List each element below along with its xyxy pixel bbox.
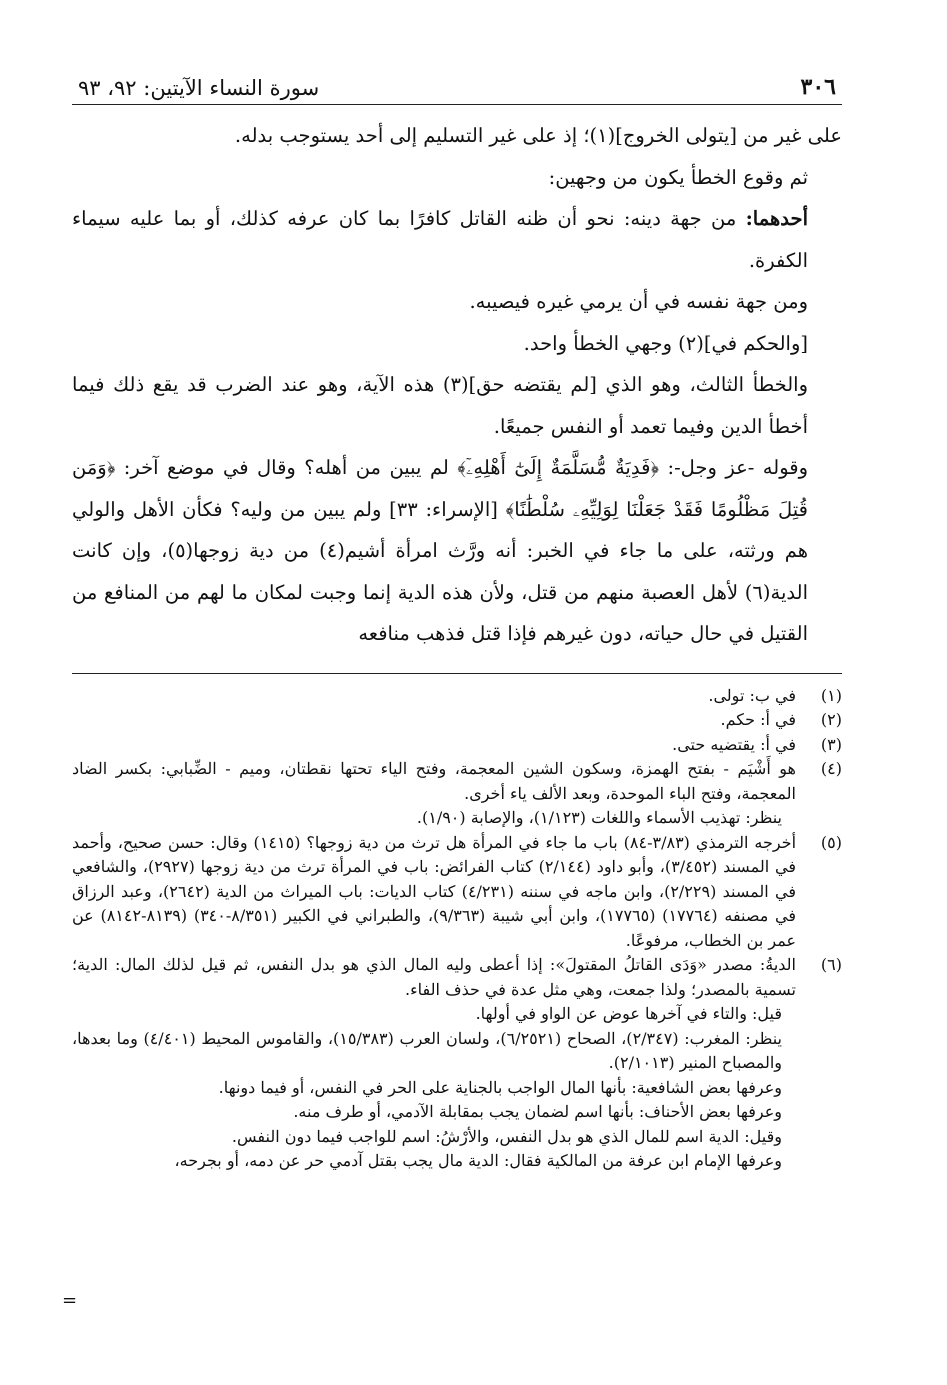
footnote-6 [72,953,842,1174]
footnote-text: وعرفها بعض الشافعية: بأنها المال الواجب بالجناية على الحر في النفس، أو فيما دونها. [218,1077,782,1097]
paragraph: والخطأ الثالث، وهو الذي [لم يقتضه حق](٣) هذه الآية، وهو عند الضرب قد يقع ذلك فيما أخطأ الدين وفيما تعمد أو النفس جميعًا. [72,373,808,438]
paragraph: على غير من [يتولى الخروج](١)؛ إذ على غير التسليم إلى أحد يستوجب بدله. [234,124,842,147]
paragraph-text: من جهة دينه: نحو أن ظنه القاتل كافرًا بما كان عرفه كذلك، أو بما عليه سيماء الكفرة. [72,207,808,272]
footnote-divider [72,673,842,674]
paragraph-label: أحدهما: [745,207,808,230]
paragraph: ومن جهة نفسه في أن يرمي غيره فيصيبه. [469,290,808,313]
footnote-5 [72,831,842,954]
footnote-3 [72,733,842,758]
page-header [72,58,842,105]
footnote-text: وعرفها الإمام ابن عرفة من المالكية فقال: الدية مال يجب بقتل آدمي حر عن دمه، أو بجرحه، [174,1151,782,1170]
running-title: سورة النساء الآيتين: ٩٢، ٩٣ [78,76,320,100]
footnote-number: (٢) [820,710,842,729]
footnote-text: قيل: والتاء في آخرها عوض عن الواو في أولها. [475,1004,782,1023]
footnote-number: (١) [820,685,842,705]
footnote-text: في ب: تولى. [708,685,796,705]
paragraph: وقوله -عز وجل-: ﴿فَدِيَةٌ مُّسَلَّمَةٌ إِلَىٰٓ أَهْلِهِۦٓ﴾ لم يبين من أهله؟ وقال في موضع آخر: ﴿وَمَن قُتِلَ مَظْلُومًا فَقَدْ جَعَلْنَا لِوَلِيِّهِۦ سُلْطَٰنًا﴾ [الإسراء: ٣٣] ولم يبين من وليه؟ فكأن الأهل والولي هم ورثته، على ما جاء في الخبر: أنه ورَّث امرأة أشيم(٤) من دية زوجها(٥)، وإن كانت الدية(٦) لأهل العصبة منهم من قتل، ولأن هذه الدية إنما وجبت لمكان ما لهم من المنافع من القتيل في حال حياته، دون غيرهم فإذا قتل فذهب منافعه [72,456,808,645]
footnote-1 [72,684,842,709]
paragraph: ثم وقوع الخطأ يكون من وجهين: [548,165,808,189]
paragraph: [والحكم في](٢) وجهي الخطأ واحد. [523,331,808,355]
footnote-text: ينظر: المغرب: (٢/٣٤٧)، الصحاح (٦/٢٥٢١)، ولسان العرب (١٥/٣٨٣)، والقاموس المحيط (٤/٤٠١) وما بعدها، والمصباح المنير (٢/١٠١٣). [72,1028,783,1072]
continuation-mark: = [62,1290,78,1311]
footnote-4 [72,757,842,831]
footnote-text: هو أَشْيَم - بفتح الهمزة، وسكون الشين المعجمة، وفتح الياء تحتها نقطتان، وميم - الضِّبابي: بكسر الضاد المعجمة، وفتح الباء الموحدة، وبعد الألف ياء أخرى. [72,759,796,803]
footnote-text: أخرجه الترمذي (٣/٨٣-٨٤) باب ما جاء في المرأة هل ترث من دية زوجها؟ (١٤١٥) وقال: حسن صحيح، وأحمد في المسند (٣/٤٥٢)، وأبو داود (٢/١٤٤) كتاب الفرائض: باب في المرأة ترث من دية زوجها (٢٩٢٧)، والشافعي في المسند (٢/٢٢٩)، وابن ماجه في سننه (٤/٢٣١) كتاب الديات: باب الميراث من الدية (٢٦٤٢)، وعبد الرزاق في مصنفه (١٧٧٦٤) (١٧٧٦٥)، وابن أبي شيبة (٩/٣٦٣)، والطبراني في الكبير (٨/٣٥١-٣٤٠) (٨١٣٩-٨١٤٢) عن عمر بن الخطاب، مرفوعًا. [72,832,797,950]
footnote-text: ينظر: تهذيب الأسماء واللغات (١/١٢٣)، والإصابة (١/٩٠). [416,808,782,827]
main-text [72,115,842,655]
footnote-text: وعرفها بعض الأحناف: بأنها اسم لضمان يجب بمقابلة الآدمي، أو طرف منه. [293,1102,782,1121]
footnote-text: الديةُ: مصدر «وَدَى القاتلُ المقتولَ»: إذا أعطى وليه المال الذي هو بدل النفس، ثم قيل لذلك المال: الدية؛ تسمية بالمصدر؛ ولذا جمعت، وهي مثل عدة في حذف الفاء. [72,955,797,999]
footnote-2 [72,708,842,733]
page-number: ٣٠٦ [800,74,836,100]
footnote-text: في أ: حكم. [720,710,796,729]
footnote-number: (٣) [820,734,842,754]
footnote-text: وقيل: الدية اسم للمال الذي هو بدل النفس، والأرْشُ: اسم للواجب فيما دون النفس. [231,1126,782,1146]
footnote-number: (٤) [820,759,842,778]
footnote-text: في أ: يقتضيه حتى. [672,734,796,754]
footnotes [72,684,842,1174]
footnote-number: (٥) [820,832,842,852]
book-page [72,58,842,1174]
paragraph [72,198,842,281]
footnote-number: (٦) [820,955,842,974]
